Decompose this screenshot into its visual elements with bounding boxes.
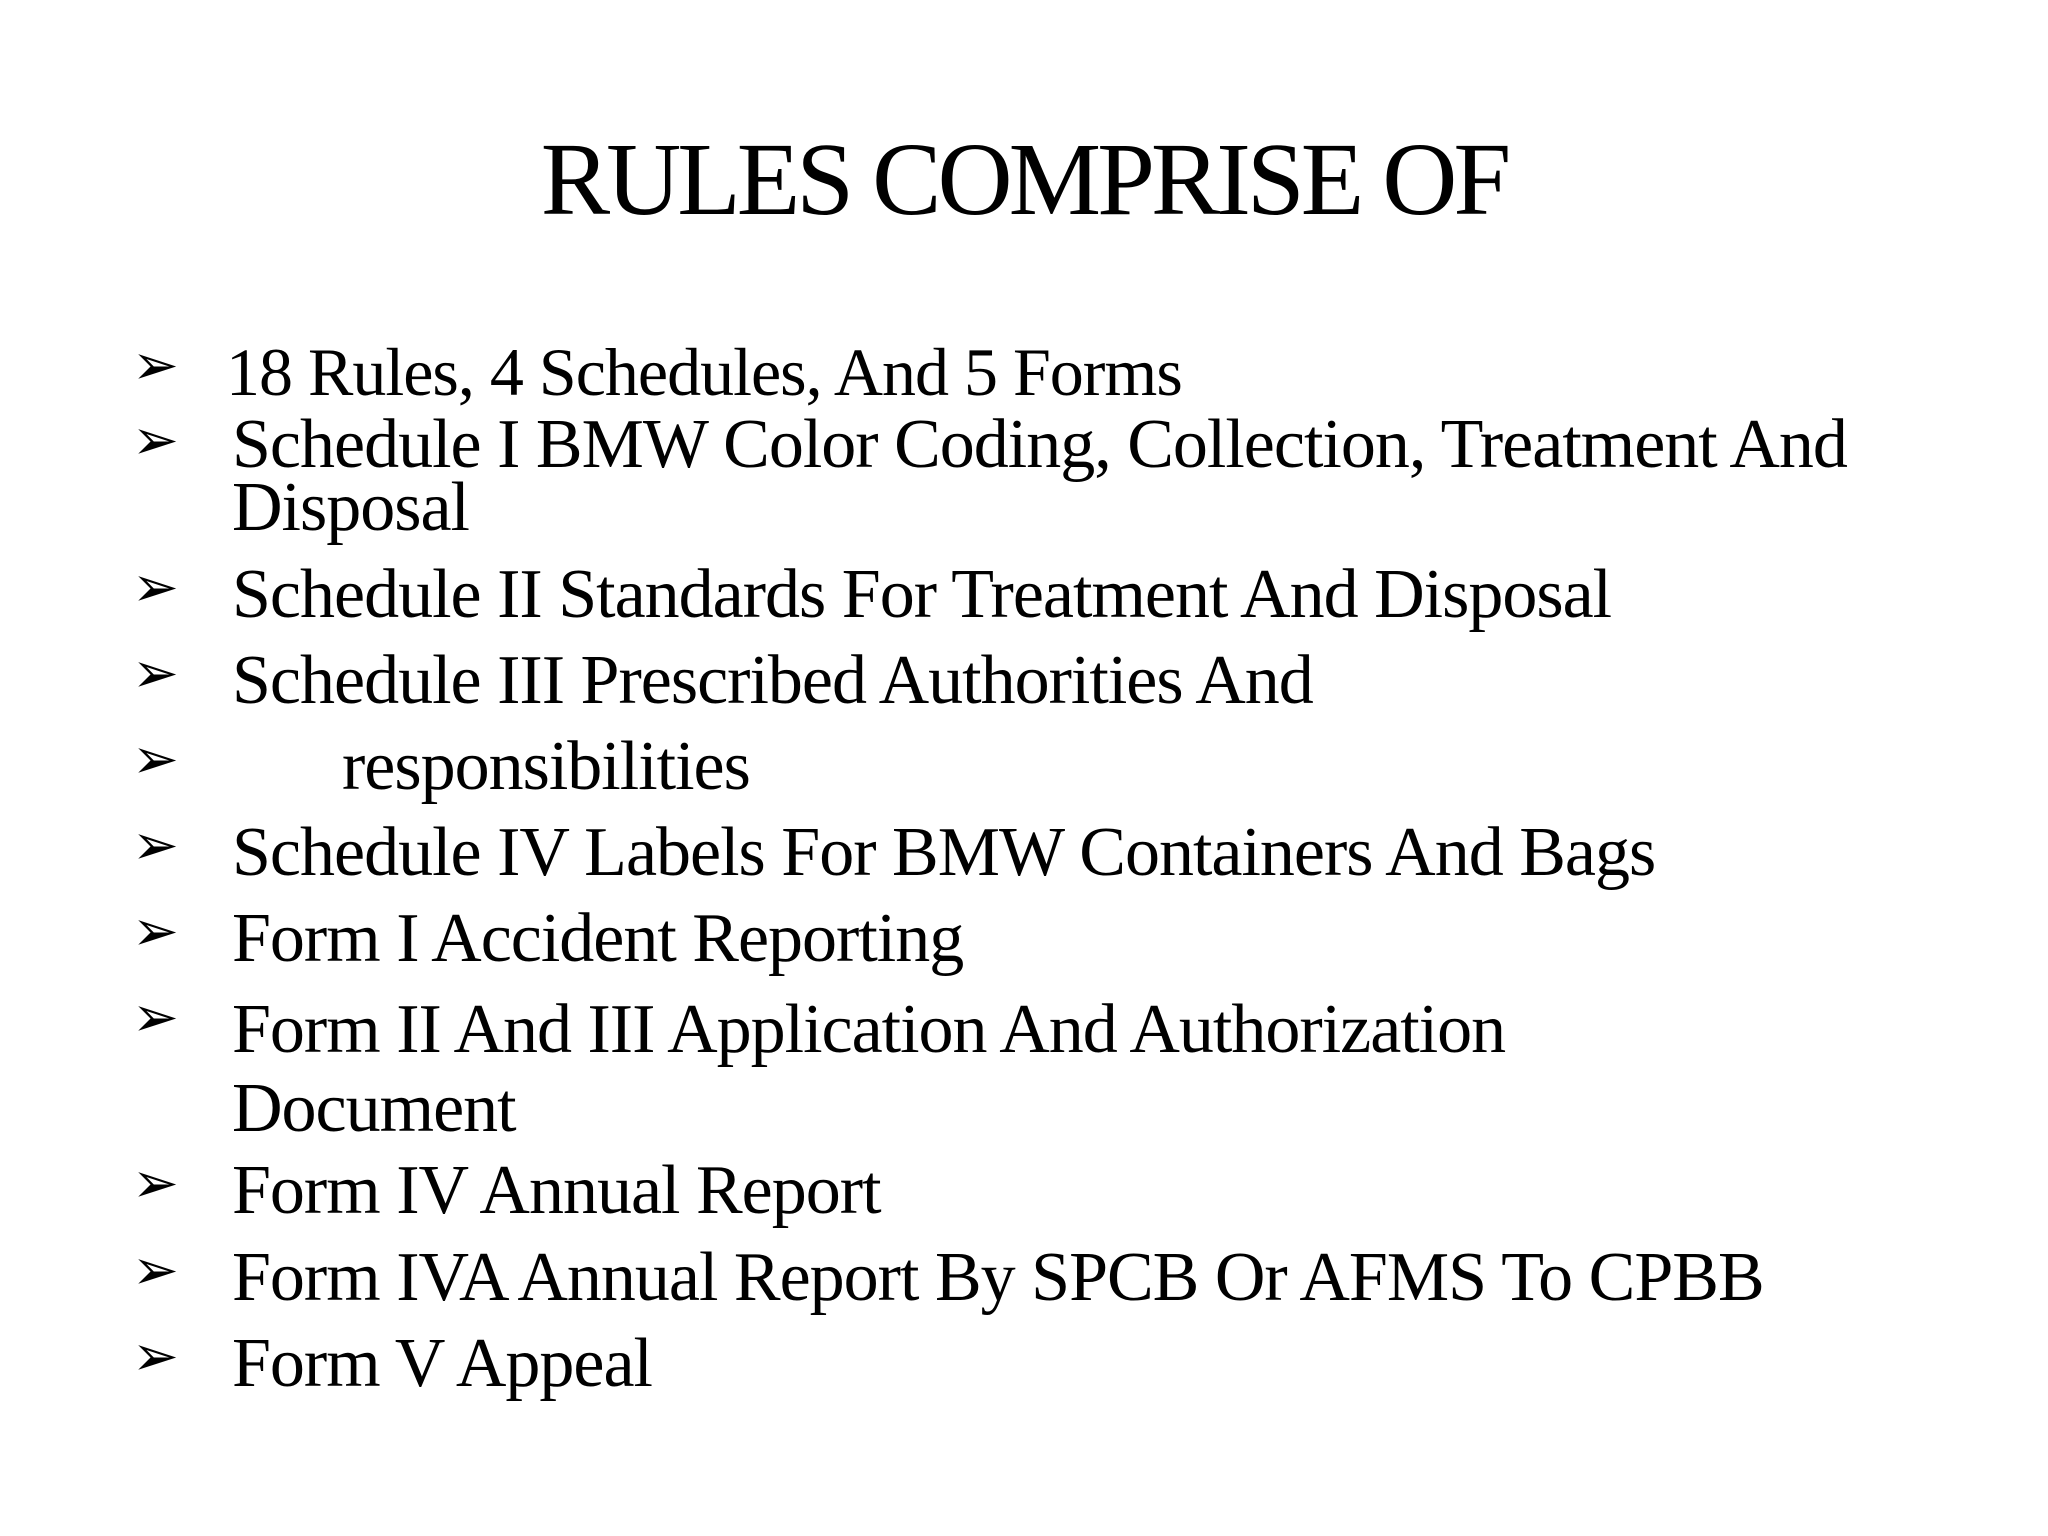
- arrowhead-bullet-icon: ➢: [132, 987, 179, 1049]
- arrowhead-bullet-icon: ➢: [132, 557, 179, 619]
- list-item-text: Form V Appeal: [232, 1325, 652, 1402]
- list-item-text: 18 Rules, 4 Schedules, And 5 Forms: [226, 334, 1182, 410]
- slide-title: RULES COMPRISE OF: [540, 122, 1508, 237]
- list-item-text: Form II And III Application And Authorization Document: [232, 991, 1506, 1148]
- arrowhead-bullet-icon: ➢: [132, 643, 179, 705]
- list-item-text: Form IVA Annual Report By SPCB Or AFMS To CPBB: [232, 1239, 1764, 1316]
- list-item-text: Form I Accident Reporting: [232, 900, 964, 977]
- list-item-text: Schedule III Prescribed Authorities And: [232, 642, 1313, 719]
- arrowhead-bullet-icon: ➢: [132, 335, 179, 397]
- arrowhead-bullet-icon: ➢: [132, 729, 179, 791]
- list-item-text: Form IV Annual Report: [232, 1152, 881, 1229]
- arrowhead-bullet-icon: ➢: [132, 1240, 179, 1302]
- list-item-text: Schedule II Standards For Treatment And Disposal: [232, 556, 1612, 633]
- list-item-text: Schedule I BMW Color Coding, Collection, Treatment And Disposal: [232, 406, 1847, 546]
- arrowhead-bullet-icon: ➢: [132, 1326, 179, 1388]
- arrowhead-bullet-icon: ➢: [132, 815, 179, 877]
- list-item-text: responsibilities: [342, 728, 750, 805]
- list-item-text: Schedule IV Labels For BMW Containers And Bags: [232, 814, 1656, 891]
- arrowhead-bullet-icon: ➢: [132, 1153, 179, 1215]
- arrowhead-bullet-icon: ➢: [132, 901, 179, 963]
- arrowhead-bullet-icon: ➢: [132, 410, 179, 472]
